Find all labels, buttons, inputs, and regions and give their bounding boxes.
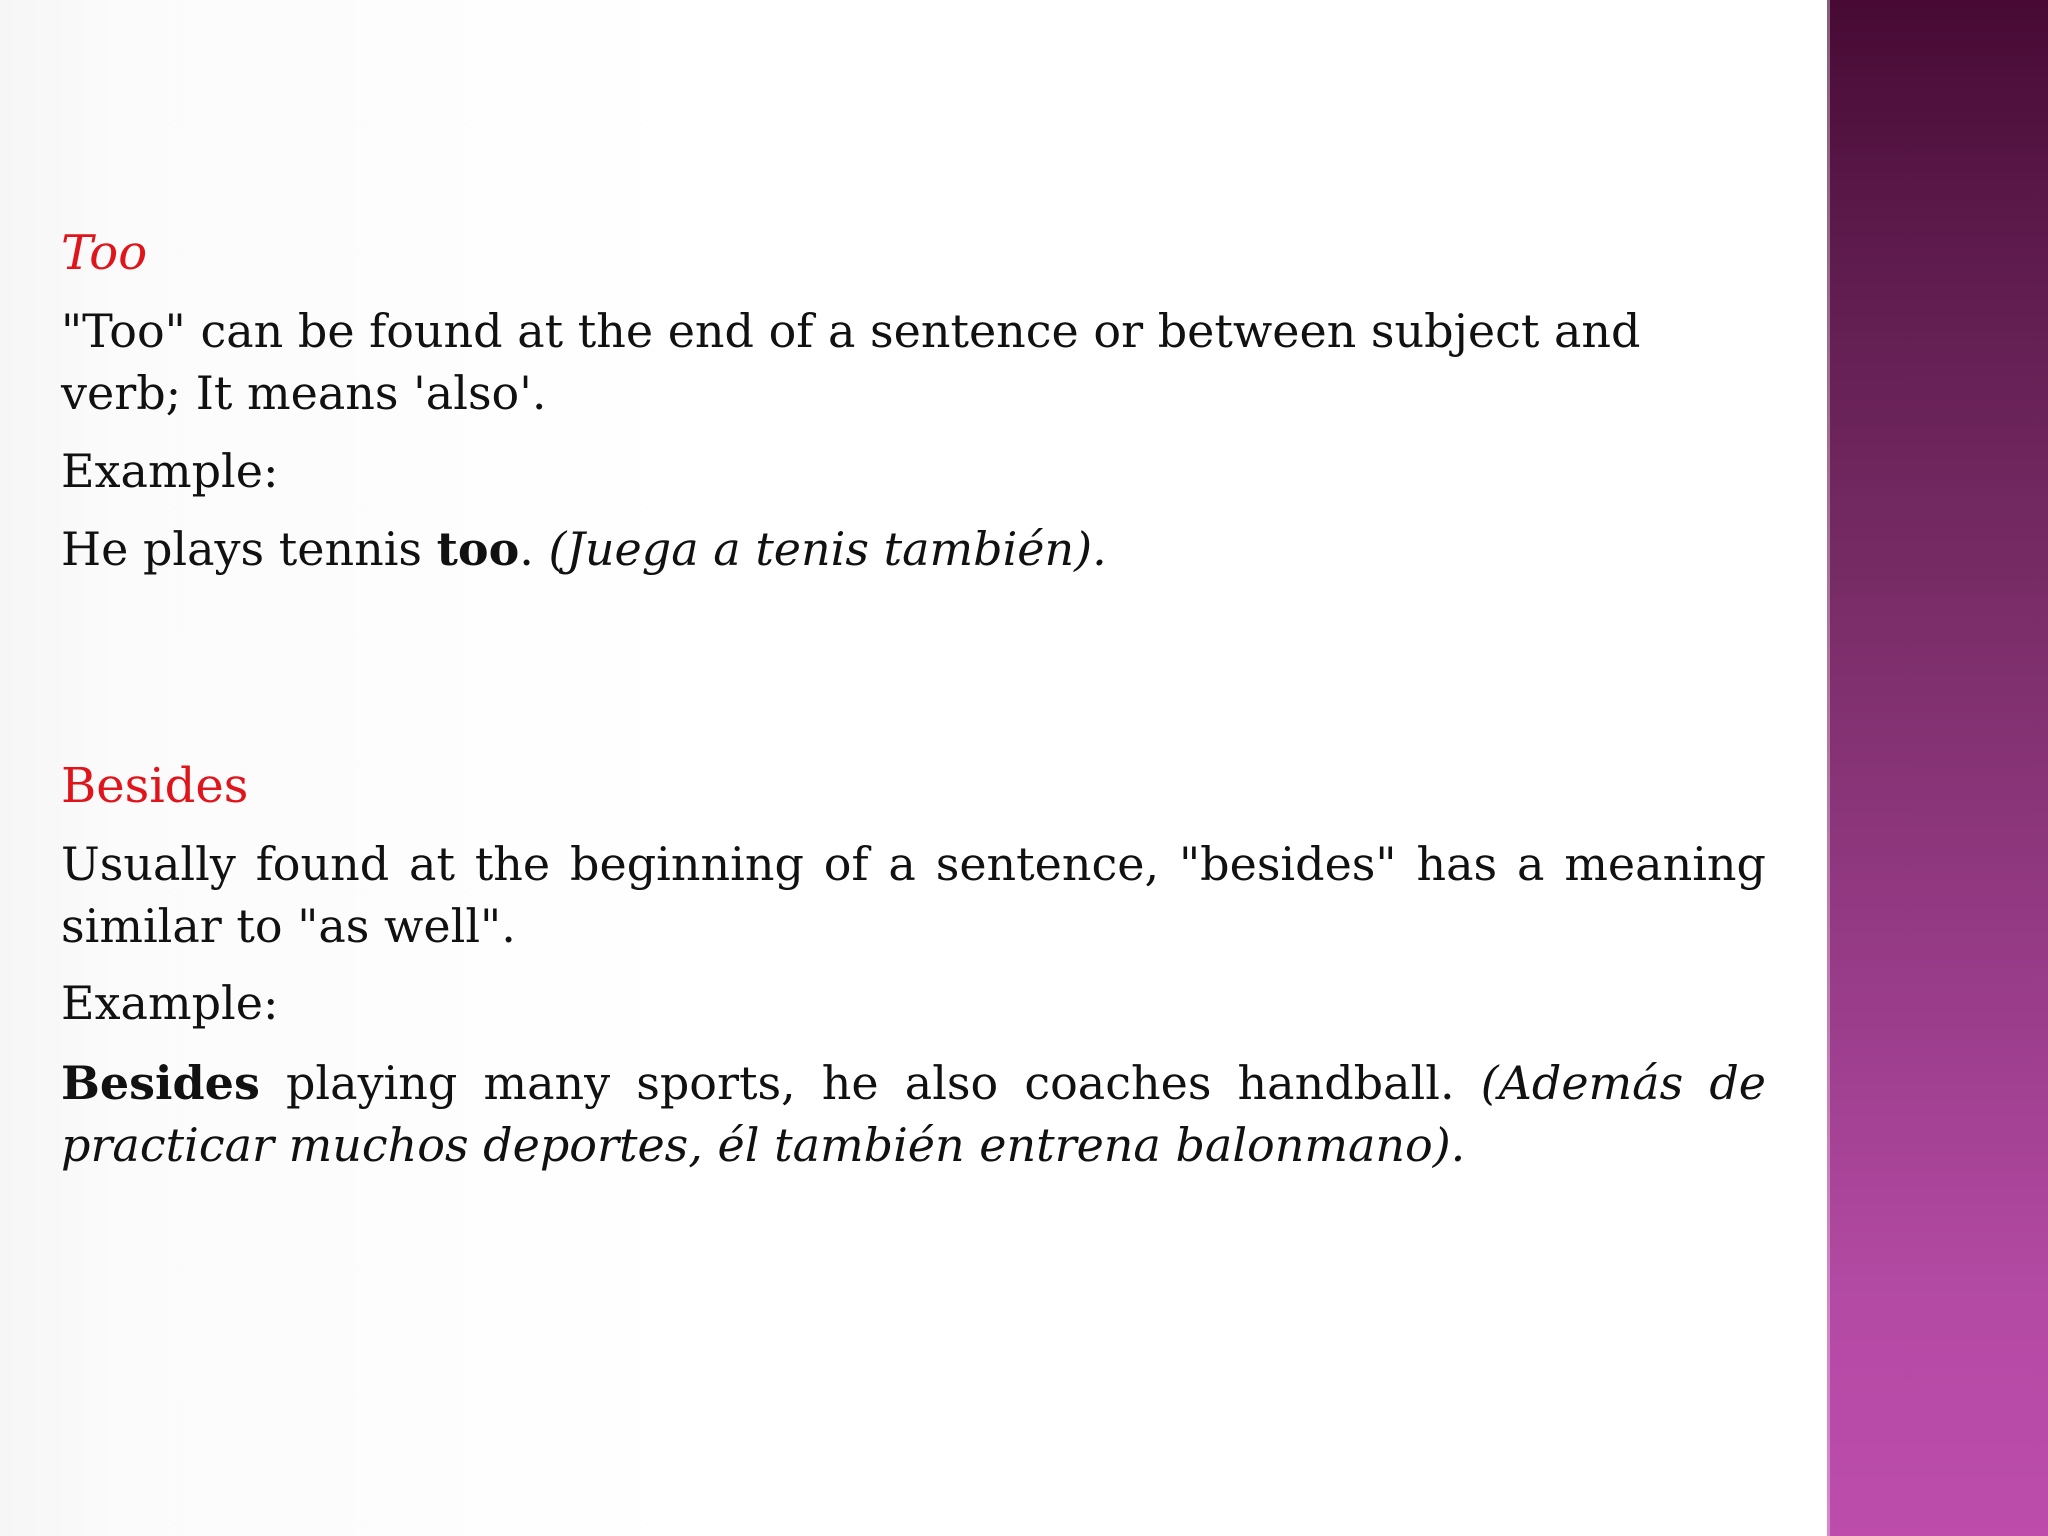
example-post-text: playing many sports, he also coaches handball. [259,1056,1481,1110]
example-translation-besides: (Además de practicar muchos deportes, él también entrena balonmano). [61,1056,1766,1172]
example-keyword-besides: Besides [61,1056,260,1110]
example-sentence-besides [61,1052,1766,1176]
section-heading-too: Too [61,225,148,281]
example-translation-too: (Juega a tenis también). [548,522,1107,576]
example-keyword-too: too [436,522,520,576]
example-post-text: . [519,522,549,576]
example-sentence-too [61,518,1766,580]
example-pre-text: He plays tennis [61,522,437,576]
example-label-besides: Example: [61,976,279,1030]
decorative-side-bar [1827,0,2048,1536]
section-heading-besides: Besides [61,758,249,814]
section-description-too: "Too" can be found at the end of a sentence or between subject and verb; It means 'also'. [61,304,1641,420]
example-label-too: Example: [61,444,279,498]
section-description-besides: Usually found at the beginning of a sentence, "besides" has a meaning similar to "as well". [61,837,1766,953]
